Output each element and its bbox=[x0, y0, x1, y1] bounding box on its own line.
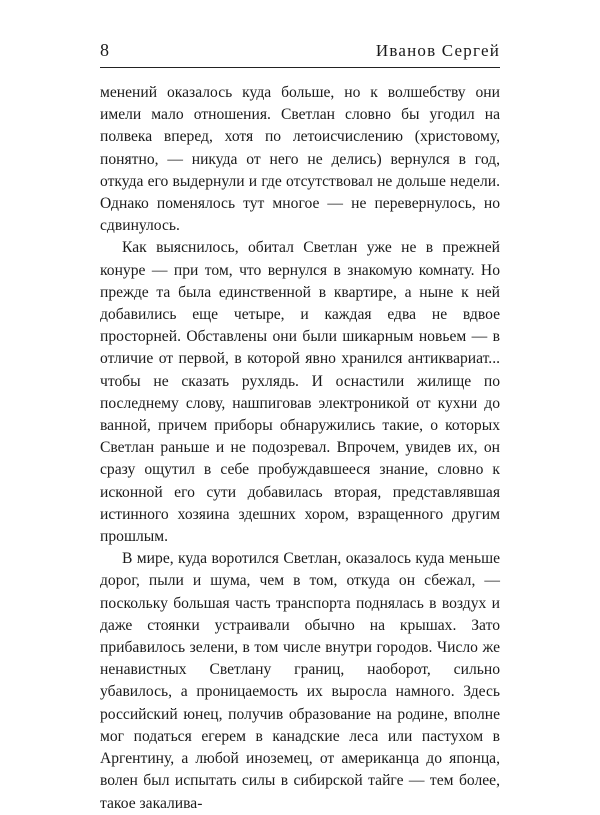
author-name: Иванов Сергей bbox=[375, 41, 500, 60]
body-text bbox=[100, 82, 500, 815]
paragraph-1: менений оказалось куда больше, но к волшебству они имели мало отношения. Светлан словно бы угодил на полвека вперед, хотя по летоисчислению (христовому, понятно, — никуда от него не делись) вернулся в год, откуда его выдернули и где отсутствовал не дольше недели. Однако поменялось тут многое — не перевернулось, но сдвинулось. bbox=[100, 84, 500, 235]
book-page bbox=[100, 40, 500, 815]
paragraph-3: В мире, куда воротился Светлан, оказалось куда меньше дорог, пыли и шума, чем в том, откуда он сбежал, — поскольку большая часть транспорта поднялась в воздух и даже стоянки устраивали обычно на крышах. Зато прибавилось зелени, в том числе внутри городов. Число же ненавистных Светлану границ, наоборот, сильно убавилось, а проницаемость их выросла намного. Здесь российский юнец, получив образование на родине, вполне мог податься егерем в канадские леса или пастухом в Аргентину, а любой иноземец, от американца до японца, волен был испытать силы в сибирской тайге — тем более, такое закалива- bbox=[100, 550, 500, 812]
page-number: 8 bbox=[100, 40, 110, 60]
running-header bbox=[100, 40, 500, 68]
paragraph-2: Как выяснилось, обитал Светлан уже не в прежней конуре — при том, что вернулся в знакомую комнату. Но прежде та была единственной в квартире, а ныне к ней добавились еще четыре, и каждая едва не вдвое просторней. Обставлены они были шикарным новьем — в отличие от первой, в которой явно хранился антиквариат... чтобы не сказать рухлядь. И оснастили жилище по последнему слову, нашпиговав электроникой от кухни до ванной, причем приборы обнаружились такие, о которых Светлан раньше и не подозревал. Впрочем, увидев их, он сразу ощутил в себе пробуждавшееся знание, словно к исконной его сути добавилась вторая, представлявшая истинного хозяина здешних хором, взращенного другим прошлым. bbox=[100, 239, 500, 546]
